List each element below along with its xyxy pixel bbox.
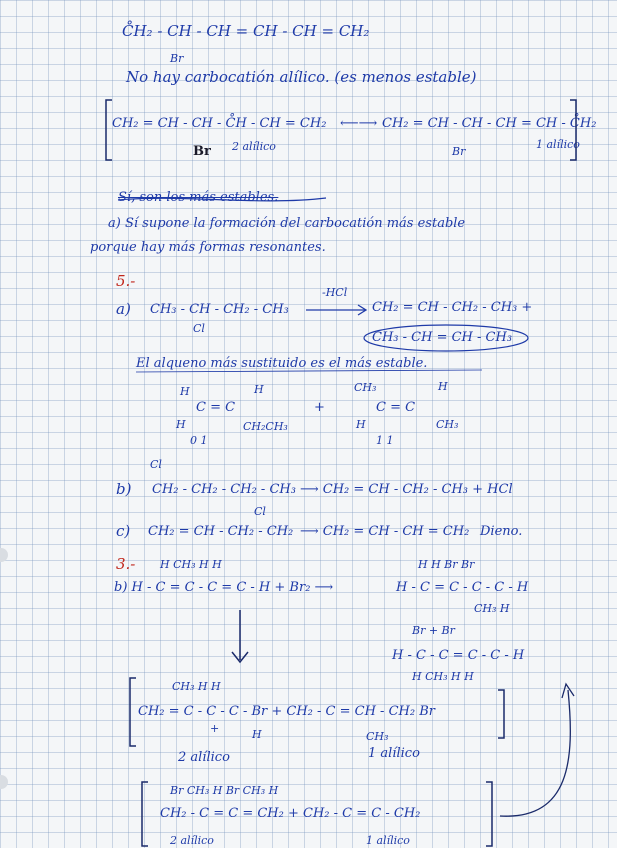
section-3-reaction: b) H - C = C - C = C - H + Br₂ ⟶ bbox=[114, 580, 334, 595]
bracket-2-label-right: 1 alílico bbox=[366, 834, 410, 847]
conclusion-line-1: a) Sí supone la formación del carbocatión más estable bbox=[108, 216, 466, 231]
alkene-1-substituent: CH₂CH₃ bbox=[243, 420, 288, 433]
item-a-note: El alqueno más sustituido es el más estable. bbox=[136, 356, 428, 371]
section-3-top-substituents: H CH₃ H H bbox=[160, 558, 222, 571]
section-3-product-top: H H Br Br bbox=[418, 558, 475, 571]
alkene-1-h: H bbox=[176, 418, 186, 431]
resonance-right-br: Br bbox=[452, 145, 466, 158]
bracket-1 bbox=[498, 690, 504, 738]
alkene-1-count: 0 1 bbox=[190, 434, 208, 447]
item-b-reactant: CH₂ - CH₂ - CH₂ - CH₃ bbox=[152, 482, 296, 497]
bracket-1-structures: CH₂ = C - C - C - Br + CH₂ - C = CH - CH₂ Br bbox=[138, 704, 435, 719]
punch-hole bbox=[0, 548, 8, 562]
resonance-left: CH₂ = CH - CH - C̊H - CH = CH₂ bbox=[112, 116, 327, 131]
alkene-1-double-bond: C = C bbox=[196, 400, 236, 415]
bracket-1-ch3: CH₃ bbox=[366, 730, 389, 743]
punch-hole bbox=[0, 775, 8, 789]
section-3-number: 3.- bbox=[116, 555, 136, 573]
bracket-2-structures: CH₂ - C = C = CH₂ + CH₂ - C = C - CH₂ bbox=[160, 806, 421, 821]
resonance-left-br: Br bbox=[193, 144, 211, 159]
section-3-alt: H - C - C = C - C - H bbox=[392, 648, 525, 663]
item-b-product: ⟶ CH₂ = CH - CH₂ - CH₃ + HCl bbox=[300, 482, 513, 497]
item-b-cl: Cl bbox=[150, 458, 162, 471]
conclusion-line-2: porque hay más formas resonantes. bbox=[90, 240, 326, 255]
alkene-2-h: H bbox=[438, 380, 448, 393]
alkene-1-h: H bbox=[180, 385, 190, 398]
alkene-plus: + bbox=[314, 400, 325, 415]
bracket-2-top: Br CH₃ H Br CH₃ H bbox=[170, 784, 279, 797]
resonance-arrow: ⟵⟶ bbox=[340, 116, 378, 131]
item-c-dieno: Dieno. bbox=[480, 524, 523, 539]
bracket-2 bbox=[142, 782, 148, 846]
section-3-alt-top: Br + Br bbox=[412, 624, 455, 637]
alkene-2-substituent: CH₃ bbox=[436, 418, 459, 431]
bracket-2-label-left: 2 alílico bbox=[170, 834, 214, 847]
alkene-2-h: H bbox=[356, 418, 366, 431]
bracket-1-top: CH₃ H H bbox=[172, 680, 221, 693]
crossed-out-note: Sí, son los más estables. bbox=[118, 190, 279, 205]
connector-arrow bbox=[500, 684, 574, 816]
item-a-condition: -HCl bbox=[322, 286, 348, 299]
item-b-label: b) bbox=[116, 480, 132, 498]
item-c-label: c) bbox=[116, 522, 131, 540]
item-c-product: ⟶ CH₂ = CH - CH = CH₂ bbox=[300, 524, 470, 539]
resonance-left-allylic: 2 alílico bbox=[232, 140, 276, 153]
bracket-1-label-right: 1 alílico bbox=[368, 746, 420, 761]
bracket-2 bbox=[486, 782, 492, 846]
bracket-1-charge: + bbox=[210, 722, 220, 735]
no-allylic-note: No hay carbocatión alílico. (es menos estable) bbox=[126, 68, 477, 86]
reaction-arrow bbox=[306, 305, 366, 315]
section-3-alt-bottom: H CH₃ H H bbox=[412, 670, 474, 683]
cation-br: Br bbox=[170, 52, 184, 65]
item-a-product-1: CH₂ = CH - CH₂ - CH₃ + bbox=[372, 300, 533, 315]
alkene-2-count: 1 1 bbox=[376, 434, 394, 447]
item-a-label: a) bbox=[116, 300, 131, 318]
section-3-product: H - C = C - C - C - H bbox=[396, 580, 529, 595]
resonance-right: CH₂ = CH - CH - CH = CH - C̊H₂ bbox=[382, 116, 597, 131]
section-5-number: 5.- bbox=[116, 272, 136, 290]
item-a-cl: Cl bbox=[193, 322, 205, 335]
bracket-1-label-left: 2 alílico bbox=[178, 750, 230, 765]
section-3-product-bottom: CH₃ H bbox=[474, 602, 510, 615]
alkene-2-double-bond: C = C bbox=[376, 400, 416, 415]
bracket-1-h: H bbox=[252, 728, 262, 741]
item-c-reactant: CH₂ = CH - CH₂ - CH₂ bbox=[148, 524, 294, 539]
resonance-right-allylic: 1 alílico bbox=[536, 138, 580, 151]
item-c-cl: Cl bbox=[254, 505, 266, 518]
down-arrow bbox=[232, 610, 248, 662]
item-a-product-2: CH₃ - CH = CH - CH₃ bbox=[372, 330, 513, 345]
alkene-1-h: H bbox=[254, 383, 264, 396]
item-a-reactant: CH₃ - CH - CH₂ - CH₃ bbox=[150, 302, 289, 317]
cation-formula: C̊H₂ - CH - CH = CH - CH = CH₂ bbox=[122, 22, 370, 40]
alkene-2-ch3: CH₃ bbox=[354, 381, 377, 394]
bracket-1 bbox=[130, 678, 136, 746]
